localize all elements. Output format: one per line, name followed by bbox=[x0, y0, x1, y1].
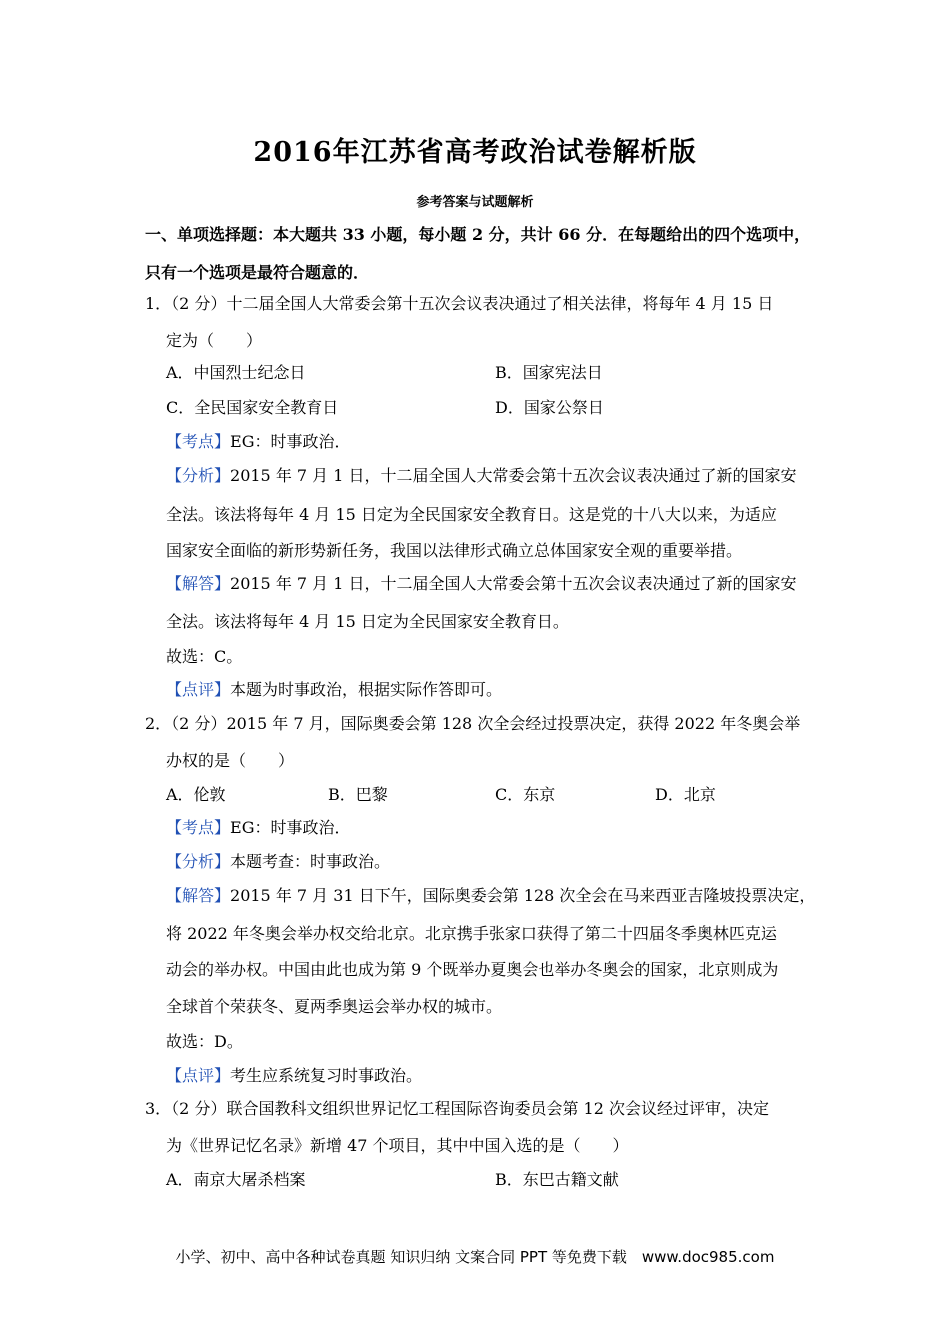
q2-jieda-line2: 将 2022 年冬奥会举办权交给北京。北京携手张家口获得了第二十四届冬季奥林匹克运 bbox=[166, 924, 777, 943]
q1-fenxi bbox=[166, 466, 797, 486]
q1-fenxi-line2: 全法。该法将每年 4 月 15 日定为全民国家安全教育日。这是党的十八大以来，为适应 bbox=[166, 505, 777, 524]
section-heading-line2: 只有一个选项是最符合题意的． bbox=[145, 263, 370, 282]
q1-option-b: B．国家宪法日 bbox=[495, 363, 603, 382]
q1-stem-line2: 定为（ ） bbox=[166, 331, 263, 350]
q2-stem-line2: 办权的是（ ） bbox=[166, 751, 295, 770]
q2-kaodian-text: EG：时事政治． bbox=[230, 818, 351, 837]
q3-option-a: A．南京大屠杀档案 bbox=[166, 1170, 306, 1189]
jieda-tag: 【解答】 bbox=[166, 886, 231, 905]
kaodian-tag: 【考点】 bbox=[166, 432, 231, 451]
fenxi-tag: 【分析】 bbox=[166, 466, 231, 485]
q2-dianping-text: 考生应系统复习时事政治。 bbox=[230, 1066, 423, 1085]
document-subtitle: 参考答案与试题解析 bbox=[416, 195, 534, 210]
q1-dianping-text: 本题为时事政治，根据实际作答即可。 bbox=[230, 680, 503, 699]
q2-dianping bbox=[166, 1066, 422, 1086]
q2-fenxi-text: 本题考查：时事政治。 bbox=[230, 852, 391, 871]
q2-fenxi bbox=[166, 852, 390, 872]
page-footer: 小学、初中、高中各种试卷真题 知识归纳 文案合同 PPT 等免费下载 www.doc985.com bbox=[175, 1248, 775, 1266]
q2-kaodian bbox=[166, 818, 350, 838]
q2-option-b: B．巴黎 bbox=[328, 785, 388, 804]
document-title: 2016年江苏省高考政治试卷解析版 bbox=[253, 137, 697, 168]
section-heading-line1: 一、单项选择题：本大题共 33 小题，每小题 2 分，共计 66 分．在每题给出的四个选项中， bbox=[145, 225, 811, 244]
fenxi-tag: 【分析】 bbox=[166, 852, 231, 871]
q2-answer: 故选：D。 bbox=[166, 1032, 243, 1051]
q2-jieda-line4: 全球首个荣获冬、夏两季奥运会举办权的城市。 bbox=[166, 997, 503, 1016]
dianping-tag: 【点评】 bbox=[166, 1066, 231, 1085]
jieda-tag: 【解答】 bbox=[166, 574, 231, 593]
q1-jieda-line2: 全法。该法将每年 4 月 15 日定为全民国家安全教育日。 bbox=[166, 612, 569, 631]
q1-kaodian-text: EG：时事政治． bbox=[230, 432, 351, 451]
q3-stem-line2: 为《世界记忆名录》新增 47 个项目，其中中国入选的是（ ） bbox=[166, 1136, 629, 1155]
q1-kaodian bbox=[166, 432, 350, 452]
dianping-tag: 【点评】 bbox=[166, 680, 231, 699]
q2-jieda-line1: 2015 年 7 月 31 日下午，国际奥委会第 128 次全会在马来西亚吉隆坡投票决定， bbox=[230, 886, 816, 905]
q2-option-a: A．伦敦 bbox=[166, 785, 226, 804]
q3-option-b: B．东巴古籍文献 bbox=[495, 1170, 619, 1189]
q2-option-c: C．东京 bbox=[495, 785, 556, 804]
q2-jieda bbox=[166, 886, 815, 906]
q1-jieda bbox=[166, 574, 797, 594]
q2-stem-line1: 2．（2 分）2015 年 7 月，国际奥委会第 128 次全会经过投票决定，获得 2022 年冬奥会举 bbox=[145, 714, 801, 733]
kaodian-tag: 【考点】 bbox=[166, 818, 231, 837]
q1-dianping bbox=[166, 680, 502, 700]
q1-stem-line1: 1．（2 分）十二届全国人大常委会第十五次会议表决通过了相关法律，将每年 4 月 15 日 bbox=[145, 294, 774, 313]
q1-option-d: D．国家公祭日 bbox=[495, 398, 604, 417]
q2-jieda-line3: 动会的举办权。中国由此也成为第 9 个既举办夏奥会也举办冬奥会的国家，北京则成为 bbox=[166, 960, 779, 979]
q1-option-a: A．中国烈士纪念日 bbox=[166, 363, 306, 382]
q2-option-d: D．北京 bbox=[655, 785, 716, 804]
q1-jieda-line1: 2015 年 7 月 1 日，十二届全国人大常委会第十五次会议表决通过了新的国家安 bbox=[230, 574, 797, 593]
q1-option-c: C．全民国家安全教育日 bbox=[166, 398, 339, 417]
q1-fenxi-line1: 2015 年 7 月 1 日，十二届全国人大常委会第十五次会议表决通过了新的国家安 bbox=[230, 466, 797, 485]
q1-fenxi-line3: 国家安全面临的新形势新任务，我国以法律形式确立总体国家安全观的重要举措。 bbox=[166, 541, 743, 560]
q1-answer: 故选：C。 bbox=[166, 647, 243, 666]
q3-stem-line1: 3．（2 分）联合国教科文组织世界记忆工程国际咨询委员会第 12 次会议经过评审，决定 bbox=[145, 1099, 769, 1118]
